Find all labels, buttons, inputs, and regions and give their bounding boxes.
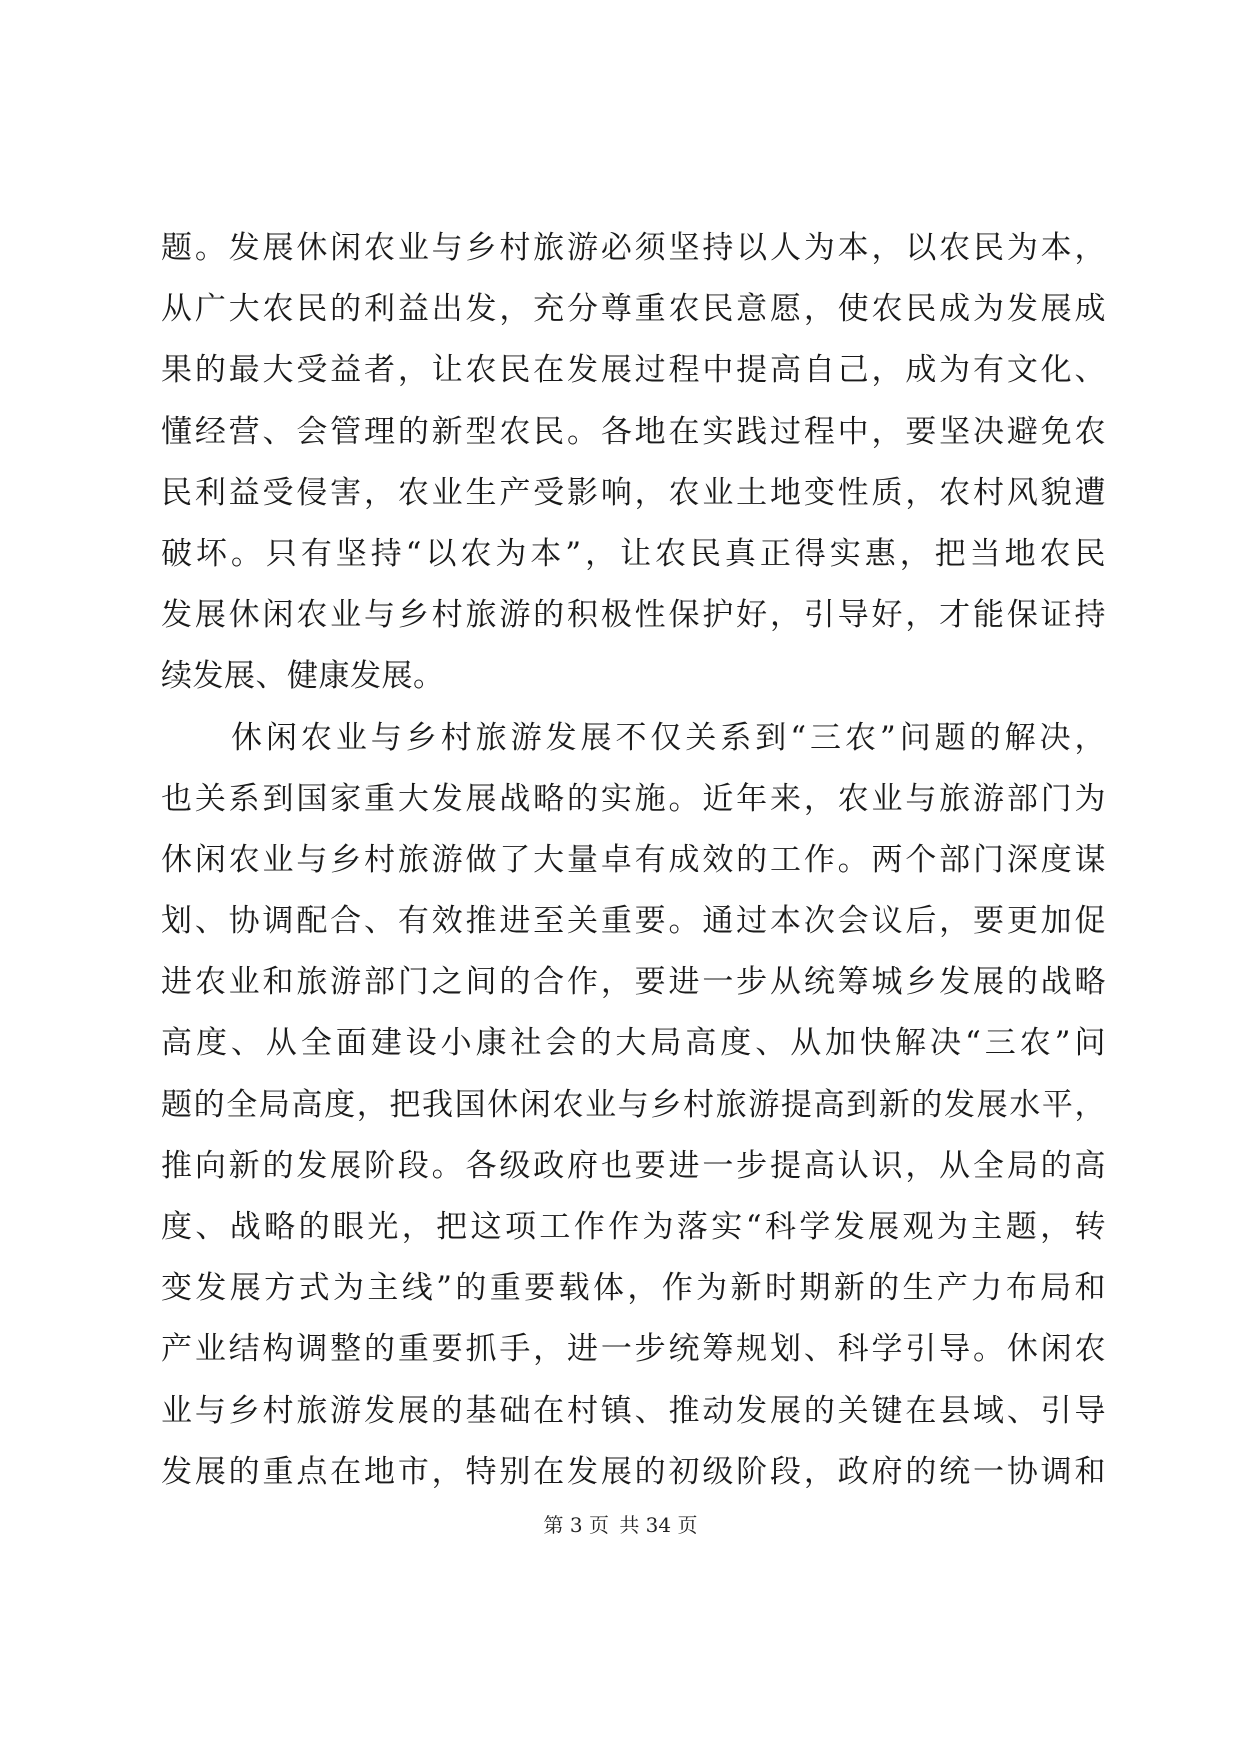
text-line: 题。发展休闲农业与乡村旅游必须坚持以人为本，以农民为本，: [161, 230, 1106, 266]
text-line: 划、协调配合、有效推进至关重要。通过本次会议后，要更加促: [161, 903, 1106, 940]
text-line: 推向新的发展阶段。各级政府也要进一步提高认识，从全局的高: [161, 1147, 1106, 1184]
text-line: 业与乡村旅游发展的基础在村镇、推动发展的关键在县域、引导: [161, 1392, 1106, 1429]
text-line: 发展的重点在地市，特别在发展的初级阶段，政府的统一协调和: [161, 1453, 1106, 1490]
text-line: 续发展、健康发展。: [161, 658, 445, 695]
text-line: 产业结构调整的重要抓手，进一步统筹规划、科学引导。休闲农: [161, 1331, 1106, 1368]
paragraph: [161, 218, 1106, 708]
text-line: 民利益受侵害，农业生产受影响，农业土地变性质，农村风貌遭: [161, 474, 1106, 511]
text-line: 从广大农民的利益出发，充分尊重农民意愿，使农民成为发展成: [161, 291, 1106, 328]
text-line: 发展休闲农业与乡村旅游的积极性保护好，引导好，才能保证持: [161, 597, 1106, 634]
text-line: 进农业和旅游部门之间的合作，要进一步从统筹城乡发展的战略: [161, 964, 1106, 1001]
text-line: 果的最大受益者，让农民在发展过程中提高自己，成为有文化、: [161, 352, 1106, 389]
paragraph: [161, 708, 1106, 1503]
page-footer: [0, 1510, 1241, 1540]
text-line: 高度、从全面建设小康社会的大局高度、从加快解决“三农”问: [161, 1025, 1106, 1062]
text-line: 懂经营、会管理的新型农民。各地在实践过程中，要坚决避免农: [161, 413, 1106, 450]
total-pages: 共 34 页: [619, 1513, 698, 1537]
text-line: 破坏。只有坚持“以农为本”，让农民真正得实惠，把当地农民: [161, 535, 1106, 572]
text-line: 休闲农业与乡村旅游做了大量卓有成效的工作。两个部门深度谋: [161, 841, 1106, 878]
text-line: 也关系到国家重大发展战略的实施。近年来，农业与旅游部门为: [161, 780, 1106, 817]
document-body: [161, 218, 1106, 1503]
page-number: 第 3 页: [543, 1513, 609, 1537]
text-line: 度、战略的眼光，把这项工作作为落实“科学发展观为主题，转: [161, 1209, 1106, 1245]
text-line: 题的全局高度，把我国休闲农业与乡村旅游提高到新的发展水平，: [161, 1086, 1106, 1123]
text-line: 休闲农业与乡村旅游发展不仅关系到“三农”问题的解决，: [231, 719, 1106, 756]
text-line: 变发展方式为主线”的重要载体，作为新时期新的生产力布局和: [161, 1270, 1106, 1307]
